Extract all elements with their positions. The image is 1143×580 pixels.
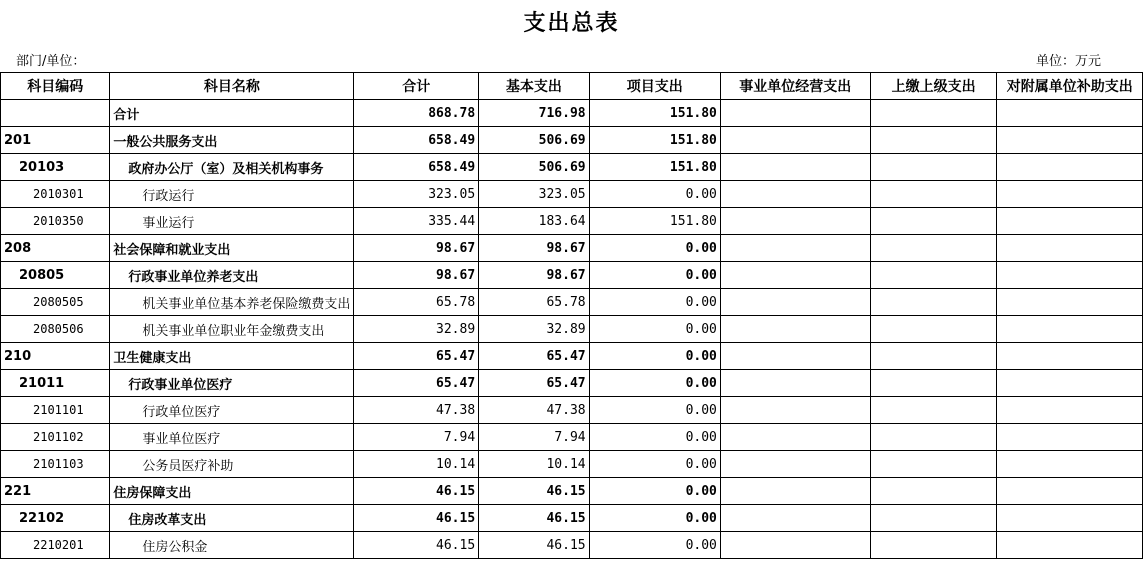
basic-expenditure-cell: 65.47 bbox=[479, 343, 589, 370]
subject-code-cell: 2210201 bbox=[1, 532, 110, 559]
remit-superior-cell bbox=[870, 100, 997, 127]
subject-name-cell: 机关事业单位基本养老保险缴费支出 bbox=[110, 289, 354, 316]
expenditure-table bbox=[0, 72, 1143, 559]
basic-expenditure-cell: 7.94 bbox=[479, 424, 589, 451]
project-expenditure-cell: 0.00 bbox=[589, 478, 720, 505]
subject-code-cell: 210 bbox=[1, 343, 110, 370]
subject-code-cell: 221 bbox=[1, 478, 110, 505]
basic-expenditure-cell: 716.98 bbox=[479, 100, 589, 127]
business-operation-cell bbox=[720, 532, 870, 559]
business-operation-cell bbox=[720, 397, 870, 424]
header-subject-code: 科目编码 bbox=[1, 73, 110, 100]
total-cell: 323.05 bbox=[354, 181, 479, 208]
unit-label: 单位：万元 bbox=[1035, 54, 1101, 69]
project-expenditure-cell: 151.80 bbox=[589, 100, 720, 127]
project-expenditure-cell: 0.00 bbox=[589, 289, 720, 316]
business-operation-cell bbox=[720, 262, 870, 289]
total-cell: 46.15 bbox=[354, 532, 479, 559]
subsidiary-subsidy-cell bbox=[997, 154, 1143, 181]
basic-expenditure-cell: 47.38 bbox=[479, 397, 589, 424]
project-expenditure-cell: 0.00 bbox=[589, 343, 720, 370]
basic-expenditure-cell: 98.67 bbox=[479, 235, 589, 262]
remit-superior-cell bbox=[870, 343, 997, 370]
total-cell: 47.38 bbox=[354, 397, 479, 424]
project-expenditure-cell: 0.00 bbox=[589, 235, 720, 262]
business-operation-cell bbox=[720, 370, 870, 397]
subject-name-cell: 行政事业单位养老支出 bbox=[110, 262, 354, 289]
subject-code-cell: 2080506 bbox=[1, 316, 110, 343]
subject-name-cell: 行政运行 bbox=[110, 181, 354, 208]
basic-expenditure-cell: 65.78 bbox=[479, 289, 589, 316]
basic-expenditure-cell: 46.15 bbox=[479, 505, 589, 532]
subject-code-cell: 2101101 bbox=[1, 397, 110, 424]
header-basic-expenditure: 基本支出 bbox=[479, 73, 589, 100]
remit-superior-cell bbox=[870, 154, 997, 181]
table-row bbox=[1, 289, 1143, 316]
remit-superior-cell bbox=[870, 208, 997, 235]
project-expenditure-cell: 0.00 bbox=[589, 424, 720, 451]
remit-superior-cell bbox=[870, 397, 997, 424]
table-row bbox=[1, 397, 1143, 424]
project-expenditure-cell: 0.00 bbox=[589, 505, 720, 532]
subject-name-cell: 卫生健康支出 bbox=[110, 343, 354, 370]
table-row bbox=[1, 478, 1143, 505]
subsidiary-subsidy-cell bbox=[997, 262, 1143, 289]
total-cell: 10.14 bbox=[354, 451, 479, 478]
subject-code-cell: 20805 bbox=[1, 262, 110, 289]
subject-code-cell: 2080505 bbox=[1, 289, 110, 316]
total-cell: 98.67 bbox=[354, 235, 479, 262]
project-expenditure-cell: 151.80 bbox=[589, 154, 720, 181]
business-operation-cell bbox=[720, 478, 870, 505]
subject-name-cell: 住房保障支出 bbox=[110, 478, 354, 505]
table-row bbox=[1, 316, 1143, 343]
basic-expenditure-cell: 46.15 bbox=[479, 478, 589, 505]
subsidiary-subsidy-cell bbox=[997, 235, 1143, 262]
basic-expenditure-cell: 46.15 bbox=[479, 532, 589, 559]
project-expenditure-cell: 151.80 bbox=[589, 208, 720, 235]
table-row bbox=[1, 343, 1143, 370]
subject-code-cell: 201 bbox=[1, 127, 110, 154]
remit-superior-cell bbox=[870, 478, 997, 505]
business-operation-cell bbox=[720, 208, 870, 235]
remit-superior-cell bbox=[870, 181, 997, 208]
business-operation-cell bbox=[720, 343, 870, 370]
header-business-operation: 事业单位经营支出 bbox=[720, 73, 870, 100]
remit-superior-cell bbox=[870, 289, 997, 316]
subject-name-cell: 住房改革支出 bbox=[110, 505, 354, 532]
subject-name-cell: 机关事业单位职业年金缴费支出 bbox=[110, 316, 354, 343]
total-cell: 98.67 bbox=[354, 262, 479, 289]
total-cell: 46.15 bbox=[354, 478, 479, 505]
basic-expenditure-cell: 506.69 bbox=[479, 154, 589, 181]
subject-name-cell: 事业单位医疗 bbox=[110, 424, 354, 451]
subject-code-cell: 21011 bbox=[1, 370, 110, 397]
subsidiary-subsidy-cell bbox=[997, 343, 1143, 370]
total-cell: 658.49 bbox=[354, 154, 479, 181]
business-operation-cell bbox=[720, 100, 870, 127]
business-operation-cell bbox=[720, 181, 870, 208]
subsidiary-subsidy-cell bbox=[997, 208, 1143, 235]
subsidiary-subsidy-cell bbox=[997, 127, 1143, 154]
subject-name-cell: 行政单位医疗 bbox=[110, 397, 354, 424]
subject-code-cell: 208 bbox=[1, 235, 110, 262]
table-row bbox=[1, 424, 1143, 451]
table-row bbox=[1, 532, 1143, 559]
table-row bbox=[1, 154, 1143, 181]
total-cell: 65.78 bbox=[354, 289, 479, 316]
business-operation-cell bbox=[720, 154, 870, 181]
subsidiary-subsidy-cell bbox=[997, 451, 1143, 478]
subsidiary-subsidy-cell bbox=[997, 397, 1143, 424]
total-cell: 868.78 bbox=[354, 100, 479, 127]
subject-name-cell: 合计 bbox=[110, 100, 354, 127]
table-row bbox=[1, 208, 1143, 235]
business-operation-cell bbox=[720, 505, 870, 532]
total-cell: 65.47 bbox=[354, 343, 479, 370]
subject-code-cell: 20103 bbox=[1, 154, 110, 181]
remit-superior-cell bbox=[870, 127, 997, 154]
subsidiary-subsidy-cell bbox=[997, 316, 1143, 343]
subsidiary-subsidy-cell bbox=[997, 505, 1143, 532]
business-operation-cell bbox=[720, 289, 870, 316]
table-row bbox=[1, 370, 1143, 397]
remit-superior-cell bbox=[870, 316, 997, 343]
table-row bbox=[1, 262, 1143, 289]
basic-expenditure-cell: 65.47 bbox=[479, 370, 589, 397]
basic-expenditure-cell: 32.89 bbox=[479, 316, 589, 343]
total-cell: 65.47 bbox=[354, 370, 479, 397]
total-cell: 46.15 bbox=[354, 505, 479, 532]
business-operation-cell bbox=[720, 451, 870, 478]
project-expenditure-cell: 0.00 bbox=[589, 181, 720, 208]
total-cell: 658.49 bbox=[354, 127, 479, 154]
total-cell: 7.94 bbox=[354, 424, 479, 451]
basic-expenditure-cell: 183.64 bbox=[479, 208, 589, 235]
basic-expenditure-cell: 506.69 bbox=[479, 127, 589, 154]
project-expenditure-cell: 0.00 bbox=[589, 370, 720, 397]
subsidiary-subsidy-cell bbox=[997, 181, 1143, 208]
header-project-expenditure: 项目支出 bbox=[589, 73, 720, 100]
subsidiary-subsidy-cell bbox=[997, 532, 1143, 559]
remit-superior-cell bbox=[870, 532, 997, 559]
subject-code-cell: 2010301 bbox=[1, 181, 110, 208]
total-cell: 32.89 bbox=[354, 316, 479, 343]
table-row bbox=[1, 235, 1143, 262]
business-operation-cell bbox=[720, 127, 870, 154]
remit-superior-cell bbox=[870, 451, 997, 478]
subsidiary-subsidy-cell bbox=[997, 289, 1143, 316]
remit-superior-cell bbox=[870, 235, 997, 262]
project-expenditure-cell: 0.00 bbox=[589, 397, 720, 424]
subject-code-cell: 2101102 bbox=[1, 424, 110, 451]
table-row bbox=[1, 181, 1143, 208]
header-remit-superior: 上缴上级支出 bbox=[870, 73, 997, 100]
remit-superior-cell bbox=[870, 370, 997, 397]
subject-name-cell: 事业运行 bbox=[110, 208, 354, 235]
remit-superior-cell bbox=[870, 262, 997, 289]
header-subject-name: 科目名称 bbox=[110, 73, 354, 100]
subject-code-cell: 2010350 bbox=[1, 208, 110, 235]
subject-name-cell: 公务员医疗补助 bbox=[110, 451, 354, 478]
subject-name-cell: 一般公共服务支出 bbox=[110, 127, 354, 154]
project-expenditure-cell: 0.00 bbox=[589, 316, 720, 343]
project-expenditure-cell: 0.00 bbox=[589, 262, 720, 289]
basic-expenditure-cell: 323.05 bbox=[479, 181, 589, 208]
business-operation-cell bbox=[720, 316, 870, 343]
subject-name-cell: 住房公积金 bbox=[110, 532, 354, 559]
project-expenditure-cell: 151.80 bbox=[589, 127, 720, 154]
page-title: 支出总表 bbox=[523, 11, 620, 36]
business-operation-cell bbox=[720, 424, 870, 451]
table-row bbox=[1, 451, 1143, 478]
header-row bbox=[1, 73, 1143, 100]
subsidiary-subsidy-cell bbox=[997, 424, 1143, 451]
header-total: 合计 bbox=[354, 73, 479, 100]
subject-name-cell: 政府办公厅（室）及相关机构事务 bbox=[110, 154, 354, 181]
remit-superior-cell bbox=[870, 424, 997, 451]
header-subsidiary-subsidy: 对附属单位补助支出 bbox=[997, 73, 1143, 100]
subsidiary-subsidy-cell bbox=[997, 478, 1143, 505]
remit-superior-cell bbox=[870, 505, 997, 532]
subsidiary-subsidy-cell bbox=[997, 100, 1143, 127]
subject-code-cell: 2101103 bbox=[1, 451, 110, 478]
subsidiary-subsidy-cell bbox=[997, 370, 1143, 397]
subject-name-cell: 行政事业单位医疗 bbox=[110, 370, 354, 397]
business-operation-cell bbox=[720, 235, 870, 262]
department-label: 部门/单位： bbox=[16, 54, 86, 69]
basic-expenditure-cell: 98.67 bbox=[479, 262, 589, 289]
table-row bbox=[1, 505, 1143, 532]
basic-expenditure-cell: 10.14 bbox=[479, 451, 589, 478]
total-cell: 335.44 bbox=[354, 208, 479, 235]
project-expenditure-cell: 0.00 bbox=[589, 451, 720, 478]
subject-code-cell bbox=[1, 100, 110, 127]
project-expenditure-cell: 0.00 bbox=[589, 532, 720, 559]
subject-code-cell: 22102 bbox=[1, 505, 110, 532]
table-row bbox=[1, 100, 1143, 127]
subject-name-cell: 社会保障和就业支出 bbox=[110, 235, 354, 262]
table-row bbox=[1, 127, 1143, 154]
